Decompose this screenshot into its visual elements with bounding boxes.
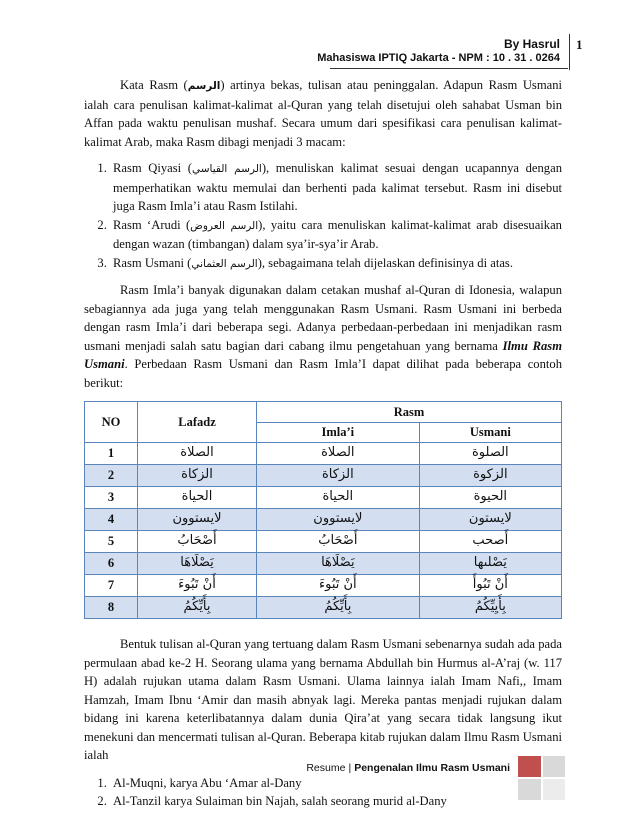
- cell-no: 6: [85, 553, 138, 575]
- cell-no: 4: [85, 509, 138, 531]
- cell-usmani: الحيوة: [419, 487, 561, 509]
- header-student-info: Mahasiswa IPTIQ Jakarta - NPM : 10 . 31 . 0264: [317, 52, 560, 64]
- cell-imlai: الحياة: [257, 487, 420, 509]
- cell-imlai: بِأَيِّكُمُ: [257, 597, 420, 619]
- cell-no: 7: [85, 575, 138, 597]
- cell-usmani: أَنْ تَبُوأَ: [419, 575, 561, 597]
- table-row: [85, 597, 562, 619]
- list-item: 1. Al-Muqni, karya Abu ‘Amar al-Dany: [110, 774, 562, 793]
- header-no: NO: [85, 402, 138, 443]
- cell-usmani: يَصْلىها: [419, 553, 561, 575]
- document-body: [84, 76, 562, 811]
- page-number: 1: [576, 37, 583, 52]
- footer-label: Resume: [306, 762, 346, 774]
- cell-usmani: بِأَيِيِّكُمُ: [419, 597, 561, 619]
- list-item: [110, 159, 562, 216]
- cell-imlai: الزكاة: [257, 465, 420, 487]
- cell-usmani: لايستون: [419, 509, 561, 531]
- item-text-start: Rasm Qiyasi (: [113, 161, 192, 175]
- cell-usmani: أَصحب: [419, 531, 561, 553]
- list-item: [110, 216, 562, 254]
- table-row: [85, 487, 562, 509]
- intro-text-start: Kata Rasm (: [120, 78, 188, 92]
- list-item: 2. Al-Tanzil karya Sulaiman bin Najah, salah seorang murid al-Dany: [110, 792, 562, 811]
- footer-decor-square-gray: [518, 779, 541, 800]
- para2-text-end: . Perbedaan Rasm Usmani dan Rasm Imla’I dapat dilihat pada beberapa contoh berikut:: [84, 357, 562, 390]
- item-arabic-term: الرسم العروض: [190, 219, 259, 232]
- cell-lafadz: الصلاة: [138, 443, 257, 465]
- footer: [306, 762, 510, 774]
- cell-lafadz: الزكاة: [138, 465, 257, 487]
- emphasized-term: Ilmu Rasm Usmani: [84, 338, 562, 371]
- item-arabic-term: الرسم العثماني: [191, 257, 258, 270]
- item-text-start: Rasm ‘Arudi (: [113, 217, 191, 232]
- item-text-end: ), menuliskan kalimat sesuai dengan ucapannya dengan memperhatikan waktu memulai dan berhenti pada kalimat tersebut. Rasm ini disebut juga Rasm Imla’i atau Rasm Istilahi.: [113, 161, 562, 213]
- table-row: [85, 465, 562, 487]
- table-row: [85, 443, 562, 465]
- cell-lafadz: الحياة: [138, 487, 257, 509]
- header-author: By Hasrul: [503, 37, 560, 51]
- cell-lafadz: يَصْلَاهَا: [138, 553, 257, 575]
- para2-text-start: Rasm Imla’i banyak digunakan dalam cetakan mushaf al-Quran di Idonesia, walapun sebagiannya ada juga yang telah menggunakan Rasm Usmani. Rasm Usmani ini berbeda dengan rasm Imla’i dari beberapa segi. Adanya perbedaan-perbedaan ini menjadikan rasm usmani menjadi salah satu bagian dari cabang ilmu pengetahuan yang bernama: [84, 283, 562, 353]
- item-text-end: ), yaitu cara menuliskan kalimat-kalimat arab disesuaikan dengan wazan (timbangan) dalam sya’ir-sya’ir Arab.: [113, 217, 562, 251]
- item-text-start: Rasm Usmani (: [113, 255, 192, 270]
- item-text-end: ), sebagaimana telah dijelaskan definisinya di atas.: [257, 255, 513, 270]
- cell-no: 5: [85, 531, 138, 553]
- paragraph-two: [84, 281, 562, 392]
- cell-lafadz: بِأَيِّكُمُ: [138, 597, 257, 619]
- intro-arabic-term: الرسم: [187, 80, 221, 92]
- cell-imlai: الصلاة: [257, 443, 420, 465]
- cell-imlai: أَنْ تَبُوءَ: [257, 575, 420, 597]
- list-item: [110, 254, 562, 274]
- cell-lafadz: لايستوون: [138, 509, 257, 531]
- paragraph-three: Bentuk tulisan al-Quran yang tertuang dalam Rasm Usmani sebenarnya sudah ada pada permulaan abad ke-2 H. Seorang ulama yang bernama Abdullah bin Hurmus al-A’raj (w. 117 H) adalah rujukan utama dalam Rasm Usmani. Ulama lainnya ialah Imam Nafi,, Imam Hamzah, Imam Ibnu ‘Amir dan masih abnyak lagi. Mereka pantas menjadi rujukan dalam bidang ini karena keterlibatannya dalam dunia Qira’at yang secara tidak langsung ikut menekuni dan mencermati tulisan al-Quran. Beberapa kitab rujukan dalam Ilmu Rasm Usmani ialah: [84, 637, 562, 762]
- header-lafadz: Lafadz: [138, 402, 257, 443]
- reference-books-list: [84, 774, 562, 811]
- footer-decor-square-gray: [543, 756, 565, 777]
- table-row: [85, 553, 562, 575]
- header-rasm: Rasm: [257, 402, 562, 423]
- item-arabic-term: الرسم القياسي: [191, 163, 262, 175]
- cell-no: 2: [85, 465, 138, 487]
- footer-decor-square-red: [518, 756, 541, 777]
- table-row: [85, 509, 562, 531]
- cell-usmani: الصلوة: [419, 443, 561, 465]
- table-row: [85, 575, 562, 597]
- table-row: [85, 531, 562, 553]
- cell-usmani: الزكوة: [419, 465, 561, 487]
- cell-imlai: يَصْلَاهَا: [257, 553, 420, 575]
- footer-decor-square-light: [543, 779, 565, 800]
- rasm-types-list: [84, 159, 562, 273]
- cell-lafadz: أَنْ تَبُوءَ: [138, 575, 257, 597]
- cell-imlai: لايستوون: [257, 509, 420, 531]
- header-usmani: Usmani: [419, 423, 561, 443]
- header-vertical-divider: [569, 34, 570, 70]
- cell-imlai: أَصْحَابُ: [257, 531, 420, 553]
- footer-separator: |: [348, 762, 352, 774]
- cell-no: 3: [85, 487, 138, 509]
- cell-no: 8: [85, 597, 138, 619]
- header-imlai: Imla’i: [257, 423, 420, 443]
- intro-paragraph: [84, 76, 562, 151]
- footer-title: Pengenalan Ilmu Rasm Usmani: [354, 762, 510, 774]
- header-divider: [330, 68, 568, 69]
- cell-lafadz: أَصْحَابُ: [138, 531, 257, 553]
- comparison-table: [84, 401, 562, 619]
- cell-no: 1: [85, 443, 138, 465]
- intro-text-end: ) artinya bekas, tulisan atau peninggalan. Adapun Rasm Usmani ialah cara penulisan kalimat-kalimat al-Quran yang telah disetujui oleh sahabat Usman bin Affan pada waktu penulisan mushaf. Secara umum dari spesifikasi cara penulisan kalimat-kalimat Arab, maka Rasm dibagi menjadi 3 macam:: [84, 78, 563, 149]
